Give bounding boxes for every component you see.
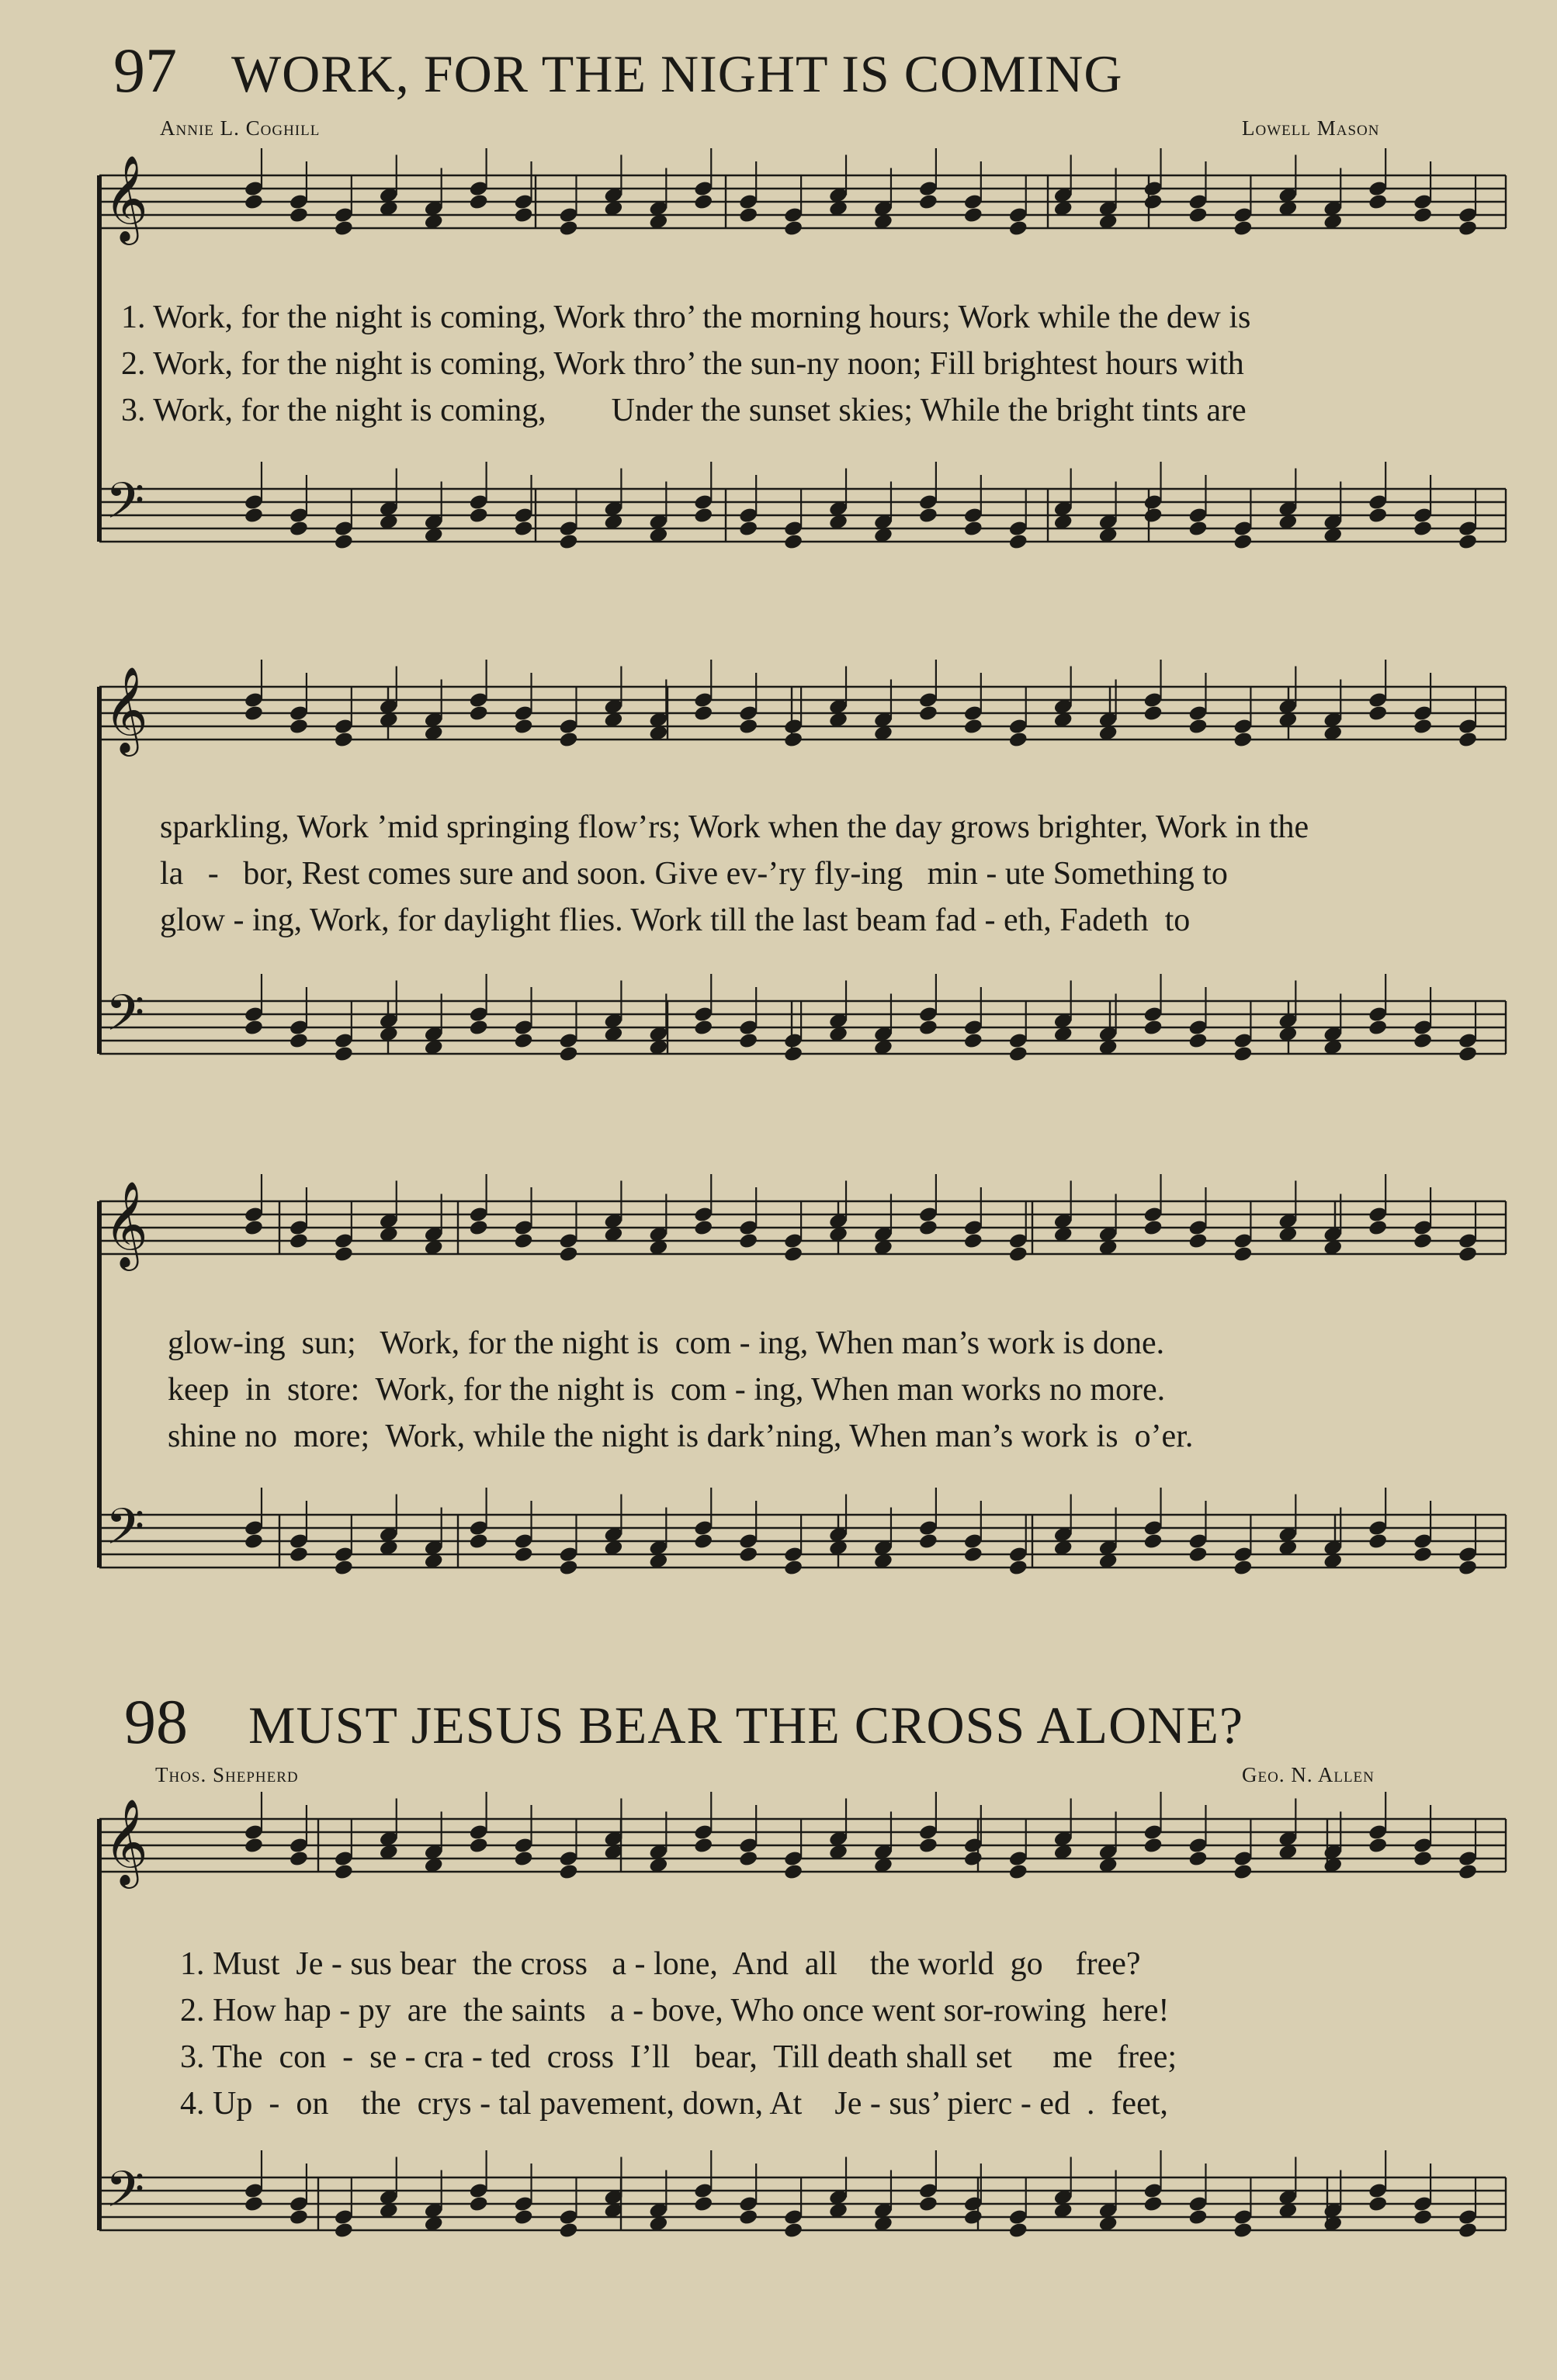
- treble-note: [558, 220, 578, 237]
- treble-clef-icon: 𝄞: [104, 1798, 148, 1885]
- treble-note: [1368, 1219, 1388, 1237]
- treble-note: [783, 220, 803, 237]
- treble-note: [918, 1219, 938, 1237]
- treble-note: [1188, 1850, 1208, 1868]
- treble-note: [469, 1837, 489, 1855]
- bass-note: [334, 1045, 354, 1063]
- bass-note: [783, 1045, 803, 1063]
- treble-note: [1143, 1837, 1163, 1855]
- treble-note: [244, 1219, 264, 1237]
- bass-note: [1008, 533, 1028, 551]
- treble-note: [1458, 731, 1478, 749]
- treble-note: [738, 206, 758, 224]
- bass-note: [783, 1559, 803, 1577]
- treble-note: [1008, 731, 1028, 749]
- lyricist-credit: Annie L. Coghill: [160, 116, 321, 140]
- bass-note: [513, 2209, 533, 2226]
- bass-note: [1413, 1032, 1433, 1050]
- treble-note: [1413, 1232, 1433, 1250]
- bass-note: [783, 2222, 803, 2240]
- treble-note: [469, 193, 489, 211]
- treble-note: [244, 1837, 264, 1855]
- bass-note: [244, 1533, 264, 1550]
- verse-line: shine no more; Work, while the night is dark’ning, When man’s work is o’er.: [168, 1419, 1194, 1454]
- bass-note: [1188, 2209, 1208, 2226]
- bass-note: [558, 533, 578, 551]
- bass-note: [1143, 1533, 1163, 1550]
- treble-note: [289, 206, 309, 224]
- treble-note: [334, 731, 354, 749]
- bass-clef-icon: 𝄢: [106, 1498, 145, 1568]
- bass-note: [738, 1032, 758, 1050]
- treble-note: [918, 705, 938, 722]
- bass-note: [693, 507, 713, 525]
- bass-note: [963, 2209, 983, 2226]
- bass-note: [693, 1019, 713, 1037]
- treble-note: [289, 1850, 309, 1868]
- verse-line: sparkling, Work ’mid springing flow’rs; Work when the day grows brighter, Work in the: [160, 809, 1309, 845]
- treble-note: [918, 1837, 938, 1855]
- bass-note: [1233, 1045, 1253, 1063]
- bass-note: [1458, 2222, 1478, 2240]
- bass-note: [738, 520, 758, 538]
- treble-note: [1188, 718, 1208, 736]
- treble-note: [963, 1232, 983, 1250]
- bass-note: [738, 2209, 758, 2226]
- bass-note: [693, 2195, 713, 2213]
- bass-note: [289, 1032, 309, 1050]
- bass-note: [244, 507, 264, 525]
- treble-note: [558, 731, 578, 749]
- verse-line: 4. Up - on the crys - tal pavement, down, At Je - sus’ pierc - ed . feet,: [180, 2086, 1168, 2122]
- treble-note: [1233, 731, 1253, 749]
- treble-note: [1008, 220, 1028, 237]
- bass-note: [513, 1546, 533, 1564]
- treble-note: [693, 193, 713, 211]
- treble-note: [334, 1245, 354, 1263]
- bass-note: [469, 2195, 489, 2213]
- treble-note: [289, 718, 309, 736]
- verse-line: 1. Work, for the night is coming, Work thro’ the morning hours; Work while the dew is: [121, 300, 1251, 335]
- bass-note: [963, 520, 983, 538]
- verse-line: glow - ing, Work, for daylight flies. Work till the last beam fad - eth, Fadeth to: [160, 902, 1191, 938]
- bass-note: [289, 1546, 309, 1564]
- treble-note: [738, 1232, 758, 1250]
- bass-clef-icon: 𝄢: [106, 985, 145, 1055]
- bass-note: [1368, 1533, 1388, 1550]
- treble-note: [558, 1863, 578, 1881]
- bass-note: [469, 507, 489, 525]
- verse-line: 1. Must Je - sus bear the cross a - lone, And all the world go free?: [180, 1946, 1141, 1982]
- treble-clef-icon: 𝄞: [104, 1180, 148, 1267]
- treble-note: [783, 1863, 803, 1881]
- treble-note: [558, 1245, 578, 1263]
- bass-note: [963, 1032, 983, 1050]
- treble-note: [1413, 718, 1433, 736]
- hymn-number: 97: [113, 35, 177, 106]
- bass-note: [289, 2209, 309, 2226]
- bass-note: [1413, 2209, 1433, 2226]
- bass-note: [918, 507, 938, 525]
- treble-note: [1368, 1837, 1388, 1855]
- bass-note: [334, 1559, 354, 1577]
- hymn-title: MUST JESUS BEAR THE CROSS ALONE?: [248, 1696, 1244, 1755]
- bass-note: [1188, 1546, 1208, 1564]
- treble-note: [1008, 1863, 1028, 1881]
- composer-credit: Lowell Mason: [1242, 116, 1380, 140]
- bass-note: [1413, 520, 1433, 538]
- bass-note: [1008, 1045, 1028, 1063]
- bass-note: [1008, 1559, 1028, 1577]
- treble-note: [289, 1232, 309, 1250]
- treble-note: [1368, 193, 1388, 211]
- verse-line: 3. Work, for the night is coming, Under the sunset skies; While the bright tints are: [121, 393, 1247, 428]
- treble-note: [244, 705, 264, 722]
- treble-note: [334, 1863, 354, 1881]
- bass-note: [783, 533, 803, 551]
- bass-note: [918, 2195, 938, 2213]
- treble-note: [1233, 1245, 1253, 1263]
- bass-note: [1368, 2195, 1388, 2213]
- treble-note: [963, 1850, 983, 1868]
- treble-note: [469, 1219, 489, 1237]
- verse-line: la - bor, Rest comes sure and soon. Give ev-’ry fly-ing min - ute Something to: [160, 856, 1228, 892]
- bass-note: [289, 520, 309, 538]
- treble-note: [693, 1219, 713, 1237]
- treble-note: [513, 1232, 533, 1250]
- verse-line: 3. The con - se - cra - ted cross I’ll bear, Till death shall set me free;: [180, 2039, 1177, 2075]
- bass-note: [918, 1533, 938, 1550]
- bass-note: [693, 1533, 713, 1550]
- bass-note: [1458, 1045, 1478, 1063]
- treble-note: [693, 705, 713, 722]
- treble-clef-icon: 𝄞: [104, 154, 148, 241]
- treble-note: [1188, 206, 1208, 224]
- treble-note: [963, 718, 983, 736]
- treble-note: [1413, 1850, 1433, 1868]
- bass-note: [469, 1019, 489, 1037]
- bass-note: [558, 1559, 578, 1577]
- verse-line: keep in store: Work, for the night is com - ing, When man works no more.: [168, 1372, 1166, 1408]
- bass-clef-icon: 𝄢: [106, 473, 145, 542]
- bass-note: [1233, 533, 1253, 551]
- bass-note: [334, 533, 354, 551]
- bass-note: [469, 1533, 489, 1550]
- bass-note: [1143, 507, 1163, 525]
- treble-note: [334, 220, 354, 237]
- treble-note: [1233, 1863, 1253, 1881]
- treble-note: [513, 206, 533, 224]
- bass-clef-icon: 𝄢: [106, 2161, 145, 2231]
- bass-note: [1413, 1546, 1433, 1564]
- hymn-number: 98: [124, 1686, 188, 1757]
- bass-note: [1458, 1559, 1478, 1577]
- bass-note: [1233, 2222, 1253, 2240]
- lyricist-credit: Thos. Shepherd: [155, 1763, 299, 1786]
- treble-note: [738, 718, 758, 736]
- verse-line: glow-ing sun; Work, for the night is com - ing, When man’s work is done.: [168, 1325, 1165, 1361]
- treble-note: [1458, 220, 1478, 237]
- bass-note: [918, 1019, 938, 1037]
- treble-note: [513, 718, 533, 736]
- bass-note: [513, 1032, 533, 1050]
- treble-note: [469, 705, 489, 722]
- treble-note: [783, 1245, 803, 1263]
- bass-note: [1188, 1032, 1208, 1050]
- treble-note: [1233, 220, 1253, 237]
- bass-note: [1188, 520, 1208, 538]
- bass-note: [1458, 533, 1478, 551]
- treble-note: [1368, 705, 1388, 722]
- treble-note: [693, 1837, 713, 1855]
- bass-note: [558, 1045, 578, 1063]
- composer-credit: Geo. N. Allen: [1242, 1763, 1375, 1786]
- bass-note: [513, 520, 533, 538]
- bass-note: [1368, 1019, 1388, 1037]
- treble-note: [918, 193, 938, 211]
- bass-note: [1143, 2195, 1163, 2213]
- treble-note: [738, 1850, 758, 1868]
- treble-note: [1413, 206, 1433, 224]
- treble-note: [1143, 705, 1163, 722]
- bass-note: [738, 1546, 758, 1564]
- treble-note: [1008, 1245, 1028, 1263]
- bass-note: [244, 2195, 264, 2213]
- bass-note: [1233, 1559, 1253, 1577]
- bass-note: [1368, 507, 1388, 525]
- bass-note: [1143, 1019, 1163, 1037]
- treble-note: [244, 193, 264, 211]
- treble-note: [1458, 1245, 1478, 1263]
- verse-line: 2. Work, for the night is coming, Work thro’ the sun-ny noon; Fill brightest hours with: [121, 346, 1244, 382]
- treble-note: [1143, 1219, 1163, 1237]
- treble-note: [783, 731, 803, 749]
- hymn-title: WORK, FOR THE NIGHT IS COMING: [231, 44, 1123, 103]
- bass-note: [558, 2222, 578, 2240]
- bass-note: [963, 1546, 983, 1564]
- verse-line: 2. How hap - py are the saints a - bove, Who once went sor-rowing here!: [180, 1993, 1170, 2028]
- bass-note: [1008, 2222, 1028, 2240]
- treble-note: [1458, 1863, 1478, 1881]
- treble-clef-icon: 𝄞: [104, 666, 148, 753]
- treble-note: [1188, 1232, 1208, 1250]
- treble-note: [1143, 193, 1163, 211]
- treble-note: [513, 1850, 533, 1868]
- bass-note: [244, 1019, 264, 1037]
- bass-note: [334, 2222, 354, 2240]
- treble-note: [963, 206, 983, 224]
